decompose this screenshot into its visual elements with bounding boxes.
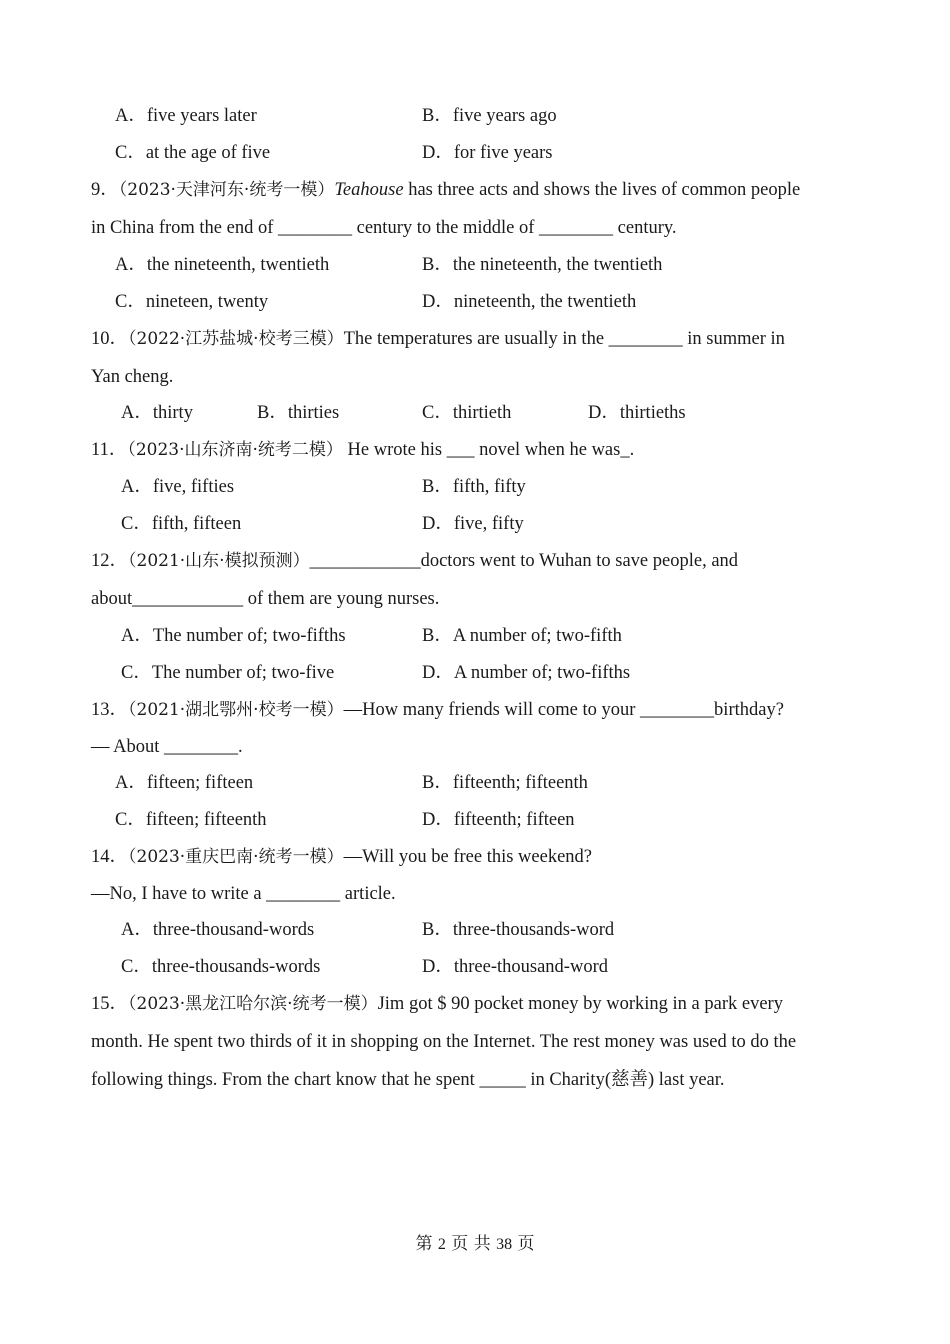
q13-number: 13． (91, 700, 129, 720)
q12-option-a: A．The number of; two-fifths (121, 626, 346, 646)
q11-text1: He wrote his ___ novel when he was_. (342, 440, 635, 460)
q11-option-a: A．five, fifties (121, 477, 235, 497)
q9-source: （2023·天津河东·统考一模） (118, 180, 335, 200)
q12-source: （2021·山东·模拟预测） (128, 551, 310, 571)
q15-stem-line3: following things. From the chart know that he spent _____ in Charity(慈善) last year. (91, 1070, 725, 1090)
q13-text1: —How many friends will come to your ________birthday? (343, 700, 784, 720)
footer-suffix: 页 (512, 1234, 535, 1254)
q11-option-b: B．fifth, fifty (422, 477, 526, 497)
q11-source: （2023·山东济南·统考二模） (127, 440, 343, 460)
q11-option-c: C．fifth, fifteen (121, 514, 242, 534)
q14-option-b: B．three-thousands-word (422, 920, 615, 940)
q12-stem-line2: about____________ of them are young nurses. (91, 589, 440, 609)
q9-text1: has three acts and shows the lives of common people (403, 180, 801, 200)
q10-text1: The temperatures are usually in the ________ in summer in (343, 329, 785, 349)
q10-stem-line1 (91, 327, 785, 351)
q13-option-c: C．fifteen; fifteenth (115, 810, 267, 830)
q14-number: 14． (91, 847, 129, 867)
q14-text1: —Will you be free this weekend? (343, 847, 592, 867)
q14-source: （2023·重庆巴南·统考一模） (128, 847, 344, 867)
q12-stem-line1 (91, 549, 738, 573)
q9-option-a: A．the nineteenth, twentieth (115, 255, 330, 275)
q15-stem-line1 (91, 992, 783, 1016)
footer-page-number: 2 (437, 1236, 446, 1253)
q9-title: Teahouse (334, 180, 404, 200)
q15-source: （2023·黑龙江哈尔滨·统考一模） (128, 994, 378, 1014)
q10-option-c: C．thirtieth (422, 403, 512, 423)
q13-option-a: A．fifteen; fifteen (115, 773, 254, 793)
q11-number: 11． (91, 440, 128, 460)
q10-source: （2022·江苏盐城·校考三模） (128, 329, 344, 349)
q9-number: 9． (91, 180, 119, 200)
q12-option-b: B．A number of; two-fifth (422, 626, 622, 646)
q9-stem-line1 (91, 178, 800, 202)
q8-option-c: C．at the age of five (115, 143, 271, 163)
q13-option-d: D．fifteenth; fifteen (422, 810, 575, 830)
q12-option-c: C．The number of; two-five (121, 663, 335, 683)
q9-option-b: B．the nineteenth, the twentieth (422, 255, 663, 275)
q13-option-b: B．fifteenth; fifteenth (422, 773, 588, 793)
q11-stem-line1 (91, 438, 634, 462)
q8-option-b: B．five years ago (422, 106, 557, 126)
q12-number: 12． (91, 551, 129, 571)
footer-prefix: 第 (415, 1234, 438, 1254)
q15-number: 15． (91, 994, 129, 1014)
q12-option-d: D．A number of; two-fifths (422, 663, 631, 683)
q10-option-a: A．thirty (121, 403, 193, 423)
q12-text1: ____________doctors went to Wuhan to save people, and (309, 551, 739, 571)
q9-option-d: D．nineteenth, the twentieth (422, 292, 637, 312)
q15-text1: Jim got $ 90 pocket money by working in a park every (377, 994, 783, 1014)
q14-option-d: D．three-thousand-word (422, 957, 608, 977)
q15-stem-line2: month. He spent two thirds of it in shopping on the Internet. The rest money was used to do the (91, 1032, 797, 1052)
q9-stem-line2: in China from the end of ________ century to the middle of ________ century. (91, 218, 677, 238)
q10-stem-line2: Yan cheng. (91, 367, 174, 387)
q10-option-b: B．thirties (257, 403, 340, 423)
q14-stem-line1 (91, 845, 592, 869)
q8-option-d: D．for five years (422, 143, 553, 163)
q8-option-a: A．five years later (115, 106, 257, 126)
q11-option-d: D．five, fifty (422, 514, 524, 534)
q14-stem-line2: —No, I have to write a ________ article. (91, 884, 396, 904)
footer-mid: 页 共 (445, 1234, 497, 1254)
q13-source: （2021·湖北鄂州·校考一模） (128, 700, 344, 720)
q13-stem-line1 (91, 698, 784, 722)
page-footer (0, 1232, 950, 1257)
footer-total-pages: 38 (496, 1236, 513, 1253)
q14-option-c: C．three-thousands-words (121, 957, 321, 977)
q13-stem-line2: — About ________. (91, 737, 243, 757)
q10-number: 10． (91, 329, 129, 349)
q9-option-c: C．nineteen, twenty (115, 292, 269, 312)
q14-option-a: A．three-thousand-words (121, 920, 315, 940)
q10-option-d: D．thirtieths (588, 403, 686, 423)
